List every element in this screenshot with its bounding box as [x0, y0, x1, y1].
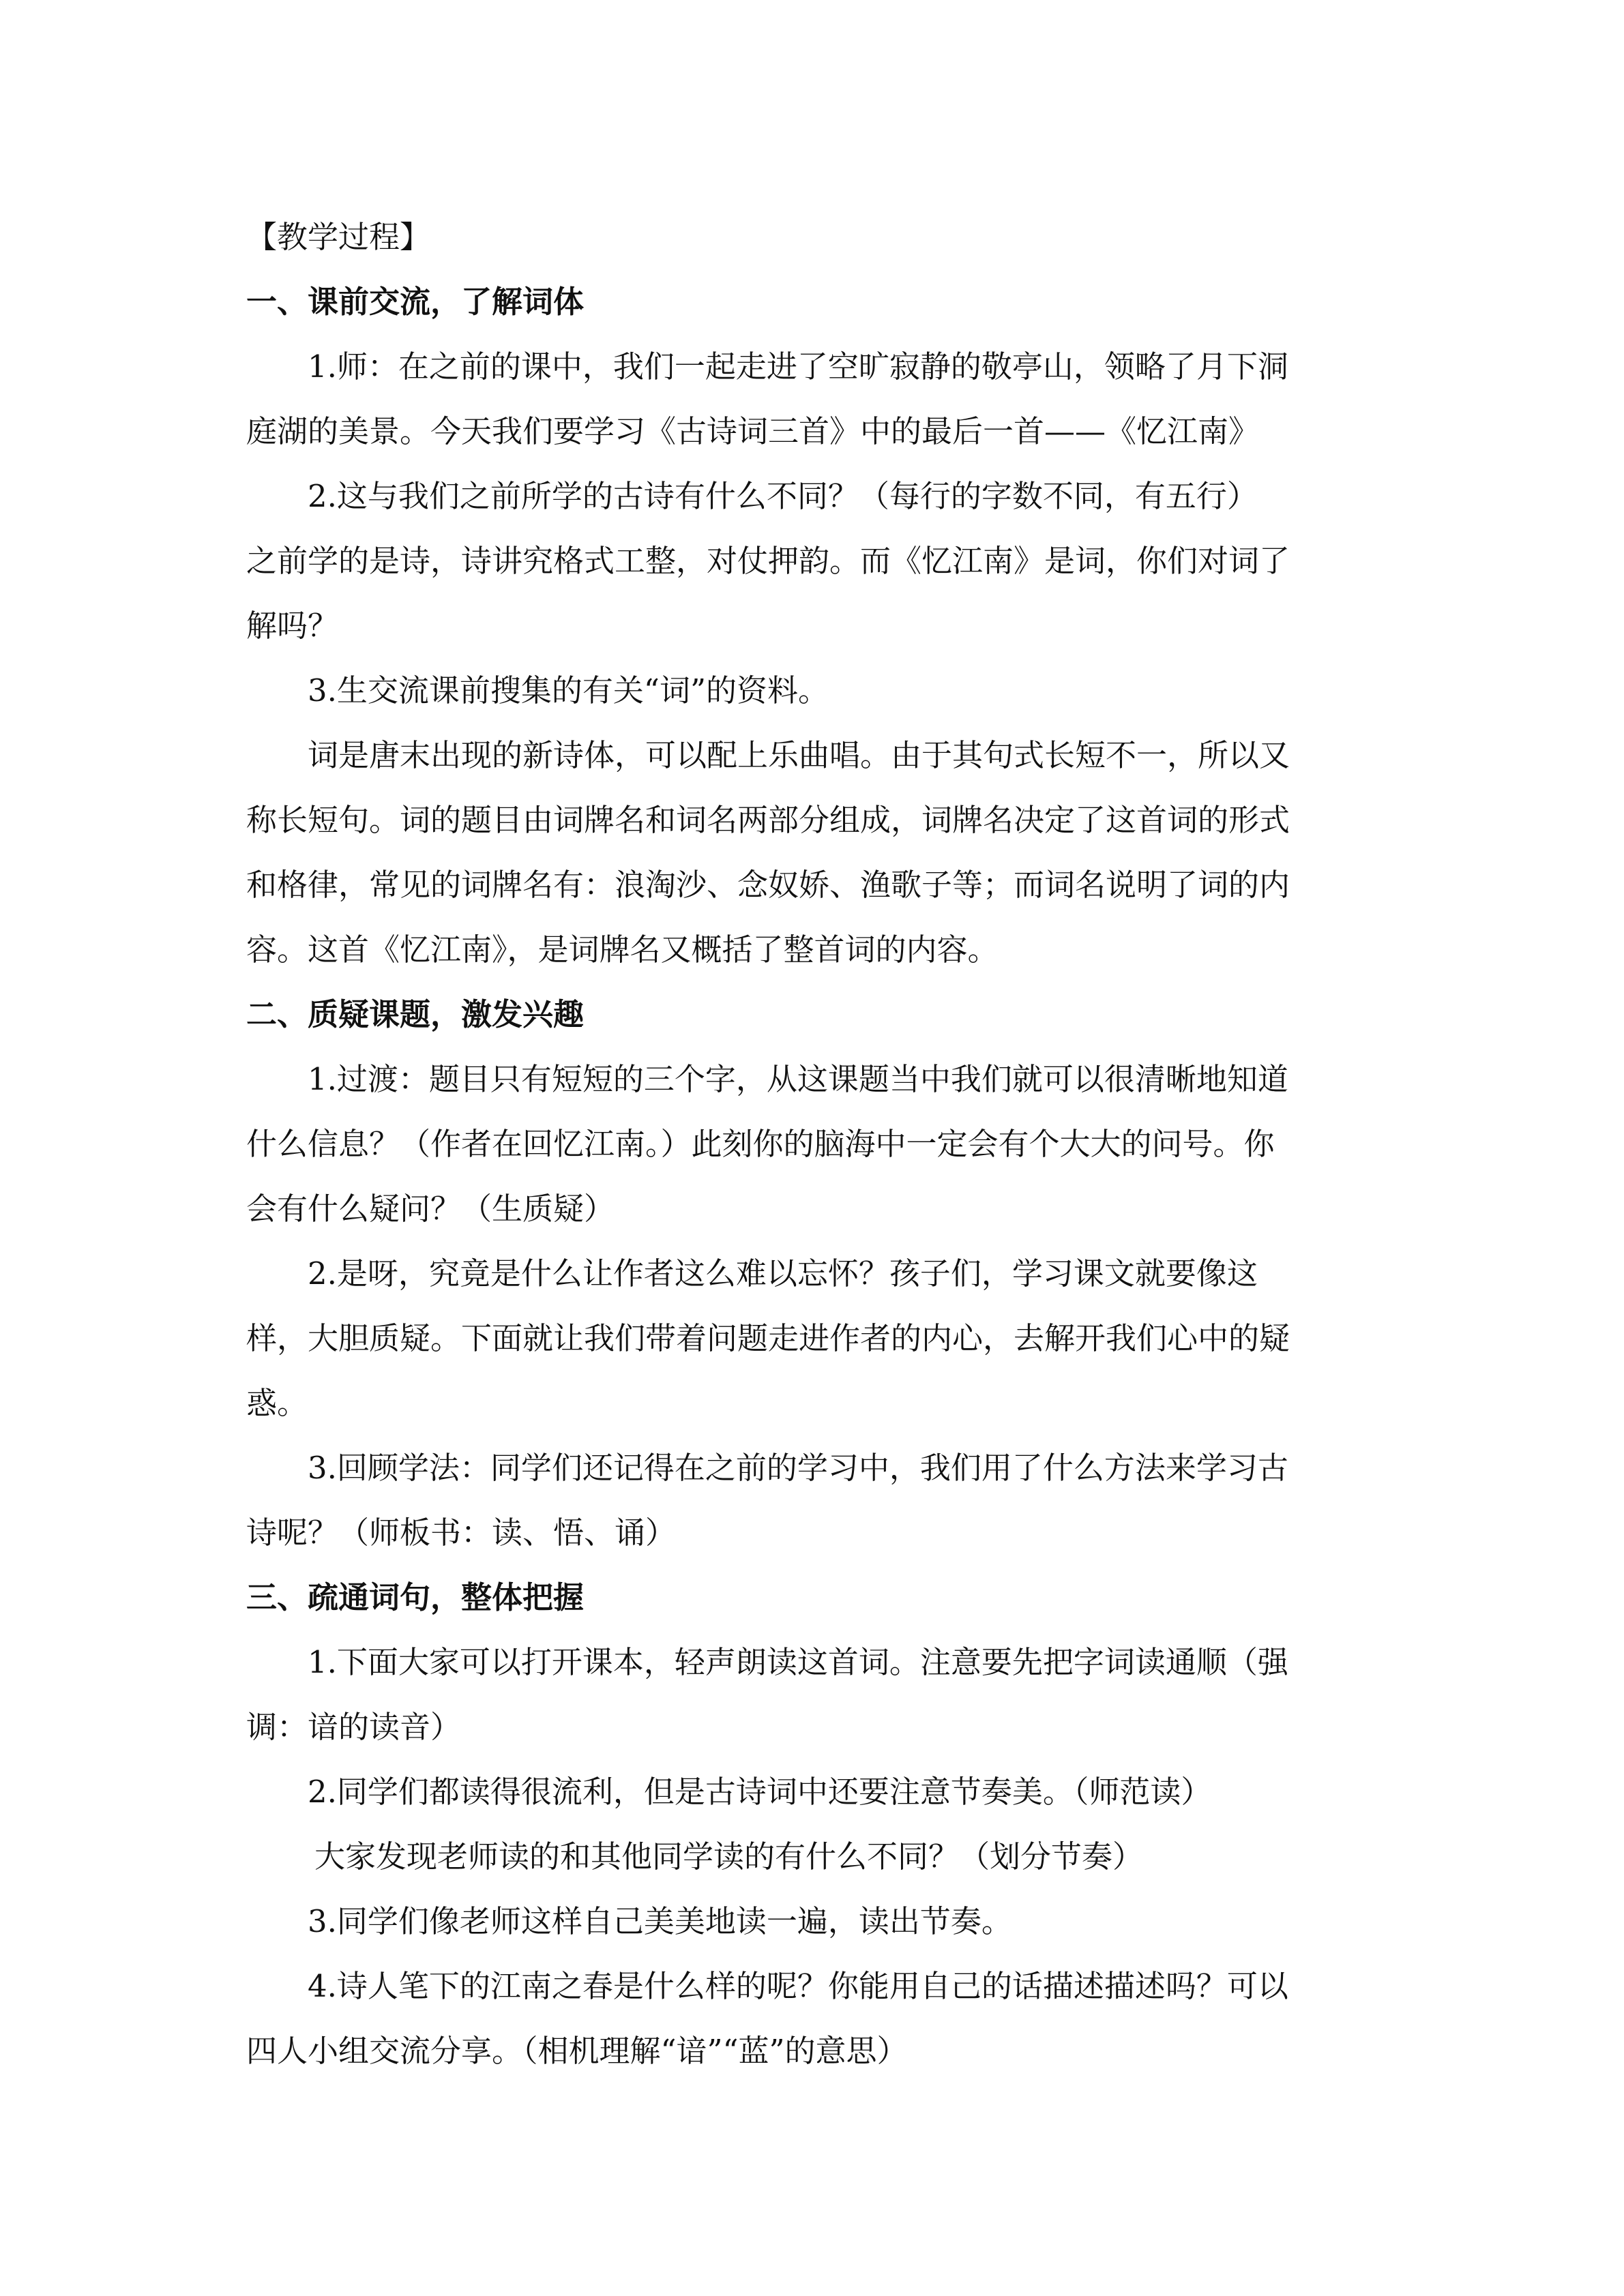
text-line: 2.这与我们之前所学的古诗有什么不同？（每行的字数不同，有五行）	[308, 478, 1258, 514]
text-line: 诗呢？（师板书：读、悟、诵）	[246, 1515, 677, 1551]
text-line: 1.下面大家可以打开课本，轻声朗读这首词。注意要先把字词读通顺（强	[308, 1644, 1288, 1680]
text-line: 大家发现老师读的和其他同学读的有什么不同？（划分节奏）	[314, 1838, 1144, 1875]
text-line: 容。这首《忆江南》，是词牌名又概括了整首词的内容。	[246, 931, 999, 968]
text-line: 解吗？	[246, 608, 339, 644]
text-line: 什么信息？（作者在回忆江南。）此刻你的脑海中一定会有个大大的问号。你	[246, 1126, 1275, 1162]
text-line: 四人小组交流分享。（相机理解“谙”“蓝”的意思）	[246, 2033, 908, 2069]
section-heading: 二、质疑课题，激发兴趣	[246, 996, 585, 1032]
text-line: 1.师：在之前的课中，我们一起走进了空旷寂静的敬亭山，领略了月下洞	[308, 348, 1288, 385]
section-heading: 一、课前交流，了解词体	[246, 284, 585, 320]
text-line: 庭湖的美景。今天我们要学习《古诗词三首》中的最后一首——《忆江南》	[246, 413, 1260, 449]
document-body	[246, 205, 1365, 2083]
text-line: 之前学的是诗，诗讲究格式工整，对仗押韵。而《忆江南》是词，你们对词了	[246, 543, 1290, 579]
paragraph-lines	[246, 269, 1365, 2083]
text-line: 样，大胆质疑。下面就让我们带着问题走进作者的内心，去解开我们心中的疑	[246, 1320, 1290, 1356]
text-line: 调：谙的读音）	[246, 1709, 462, 1745]
text-line: 词是唐末出现的新诗体，可以配上乐曲唱。由于其句式长短不一，所以又	[308, 737, 1290, 773]
text-line: 2.是呀，究竟是什么让作者这么难以忘怀？孩子们，学习课文就要像这	[308, 1255, 1258, 1292]
section-heading: 三、疏通词句，整体把握	[246, 1579, 585, 1615]
text-line: 4.诗人笔下的江南之春是什么样的呢？你能用自己的话描述描述吗？可以	[308, 1968, 1288, 2004]
text-line: 2.同学们都读得很流利，但是古诗词中还要注意节奏美。（师范读）	[308, 1774, 1212, 1810]
text-line: 和格律，常见的词牌名有：浪淘沙、念奴娇、渔歌子等；而词名说明了词的内	[246, 867, 1290, 903]
text-line: 3.同学们像老师这样自己美美地读一遍，读出节奏。	[308, 1903, 1012, 1939]
text-line: 3.回顾学法：同学们还记得在之前的学习中，我们用了什么方法来学习古	[308, 1450, 1288, 1486]
text-line: 称长短句。词的题目由词牌名和词名两部分组成，词牌名决定了这首词的形式	[246, 802, 1290, 838]
section-title: 【教学过程】	[246, 219, 431, 255]
text-line: 1.过渡：题目只有短短的三个字，从这课题当中我们就可以很清晰地知道	[308, 1061, 1288, 1097]
text-line: 会有什么疑问？（生质疑）	[246, 1191, 615, 1227]
text-line: 3.生交流课前搜集的有关“词”的资料。	[308, 672, 829, 709]
text-line: 惑。	[246, 1385, 308, 1421]
